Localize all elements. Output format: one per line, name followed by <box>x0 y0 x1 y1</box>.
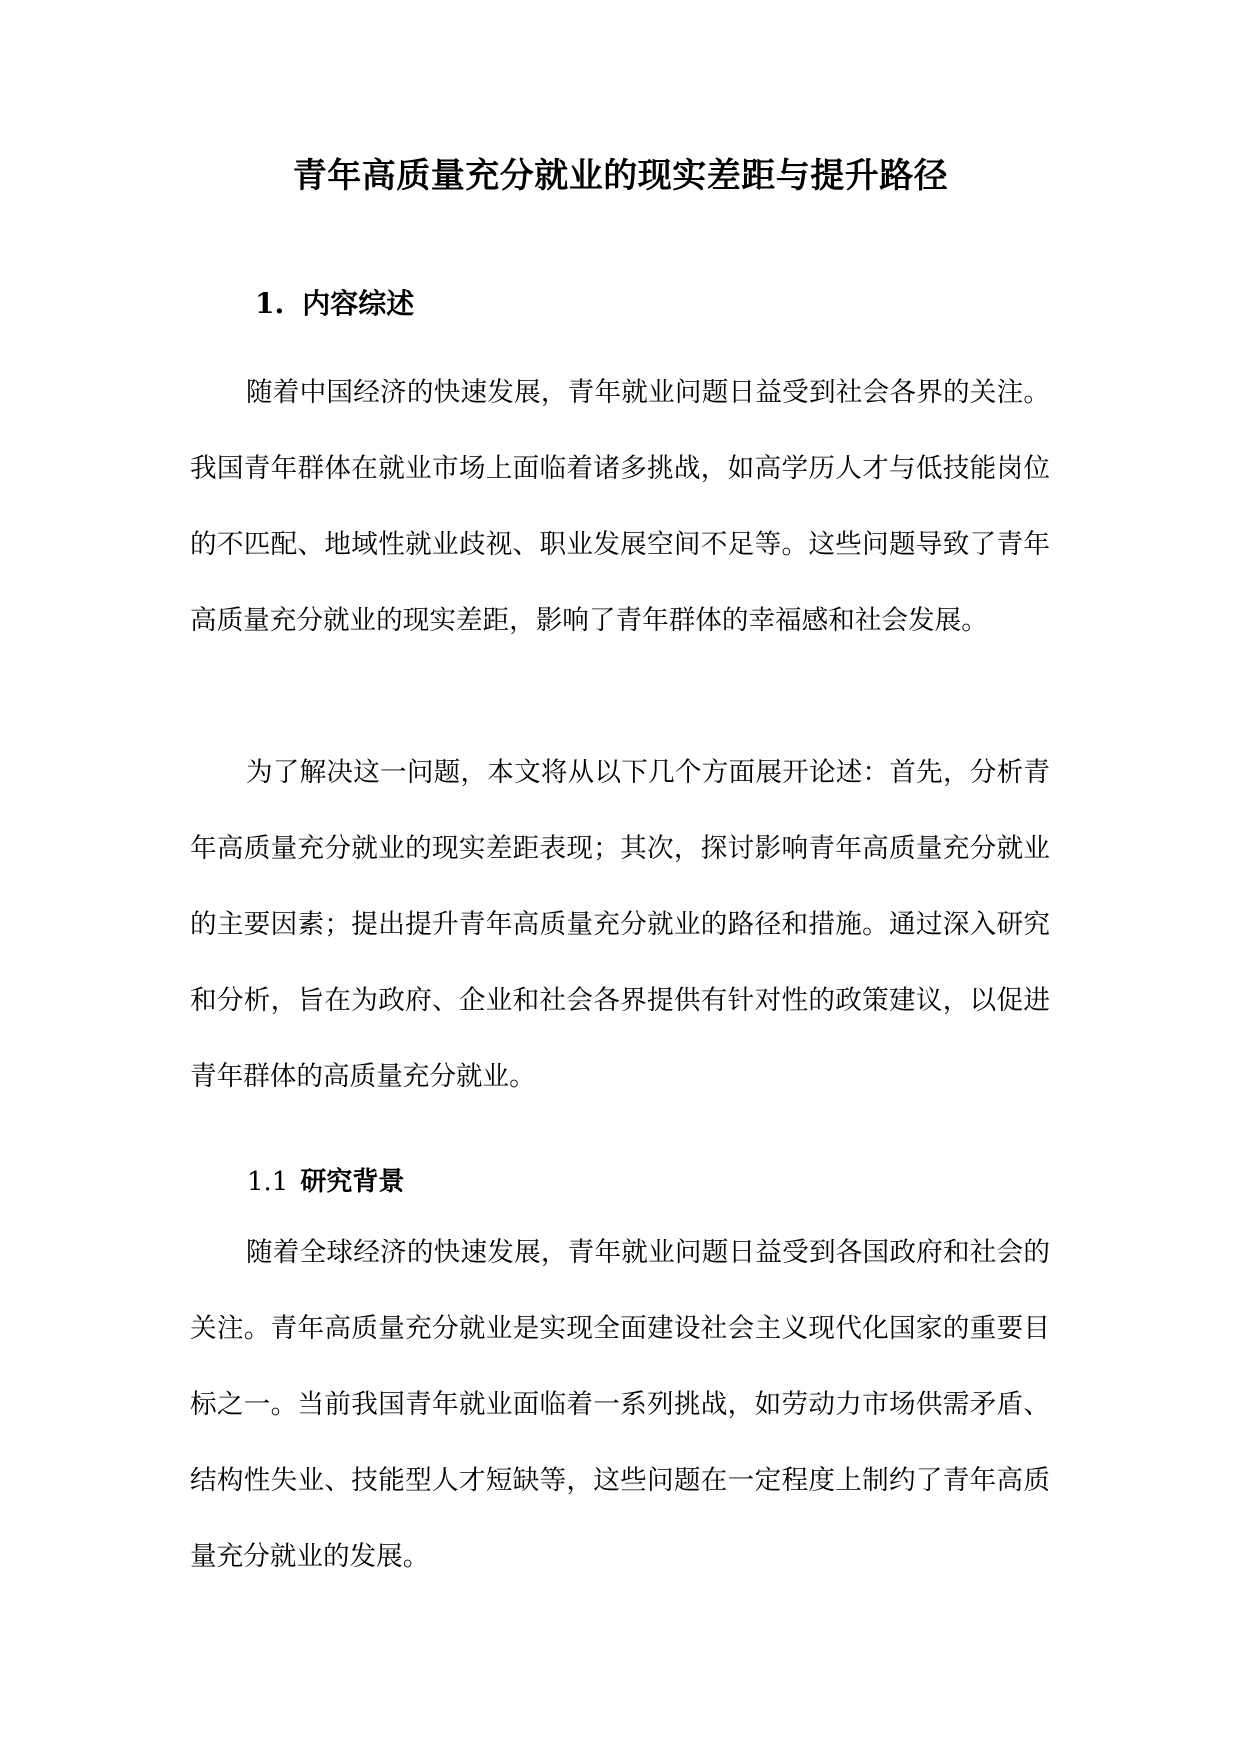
section-number: 1. <box>255 287 285 320</box>
section-title: 内容综述 <box>302 287 415 320</box>
body-paragraph: 随着全球经济的快速发展，青年就业问题日益受到各国政府和社会的关注。青年高质量充分就业是实现全面建设社会主义现代化国家的重要目标之一。当前我国青年就业面临着一系列挑战，如劳动力市场供需矛盾、结构性失业、技能型人才短缺等，这些问题在一定程度上制约了青年高质量充分就业的发展。 <box>190 1237 1050 1572</box>
body-paragraph: 随着中国经济的快速发展，青年就业问题日益受到社会各界的关注。我国青年群体在就业市场上面临着诸多挑战，如高学历人才与低技能岗位的不匹配、地域性就业歧视、职业发展空间不足等。这些问题导致了青年高质量充分就业的现实差距，影响了青年群体的幸福感和社会发展。 <box>190 377 1050 636</box>
subsection-heading-1-1 <box>247 1163 404 1201</box>
subsection-number: 1.1 <box>247 1167 289 1197</box>
body-paragraph: 为了解决这一问题，本文将从以下几个方面展开论述：首先，分析青年高质量充分就业的现实差距表现；其次，探讨影响青年高质量充分就业的主要因素；提出提升青年高质量充分就业的路径和措施。通过深入研究和分析，旨在为政府、企业和社会各界提供有针对性的政策建议，以促进青年群体的高质量充分就业。 <box>190 757 1050 1092</box>
document-title: 青年高质量充分就业的现实差距与提升路径 <box>292 156 949 196</box>
section-heading-1 <box>255 284 414 324</box>
subsection-title: 研究背景 <box>300 1167 405 1197</box>
